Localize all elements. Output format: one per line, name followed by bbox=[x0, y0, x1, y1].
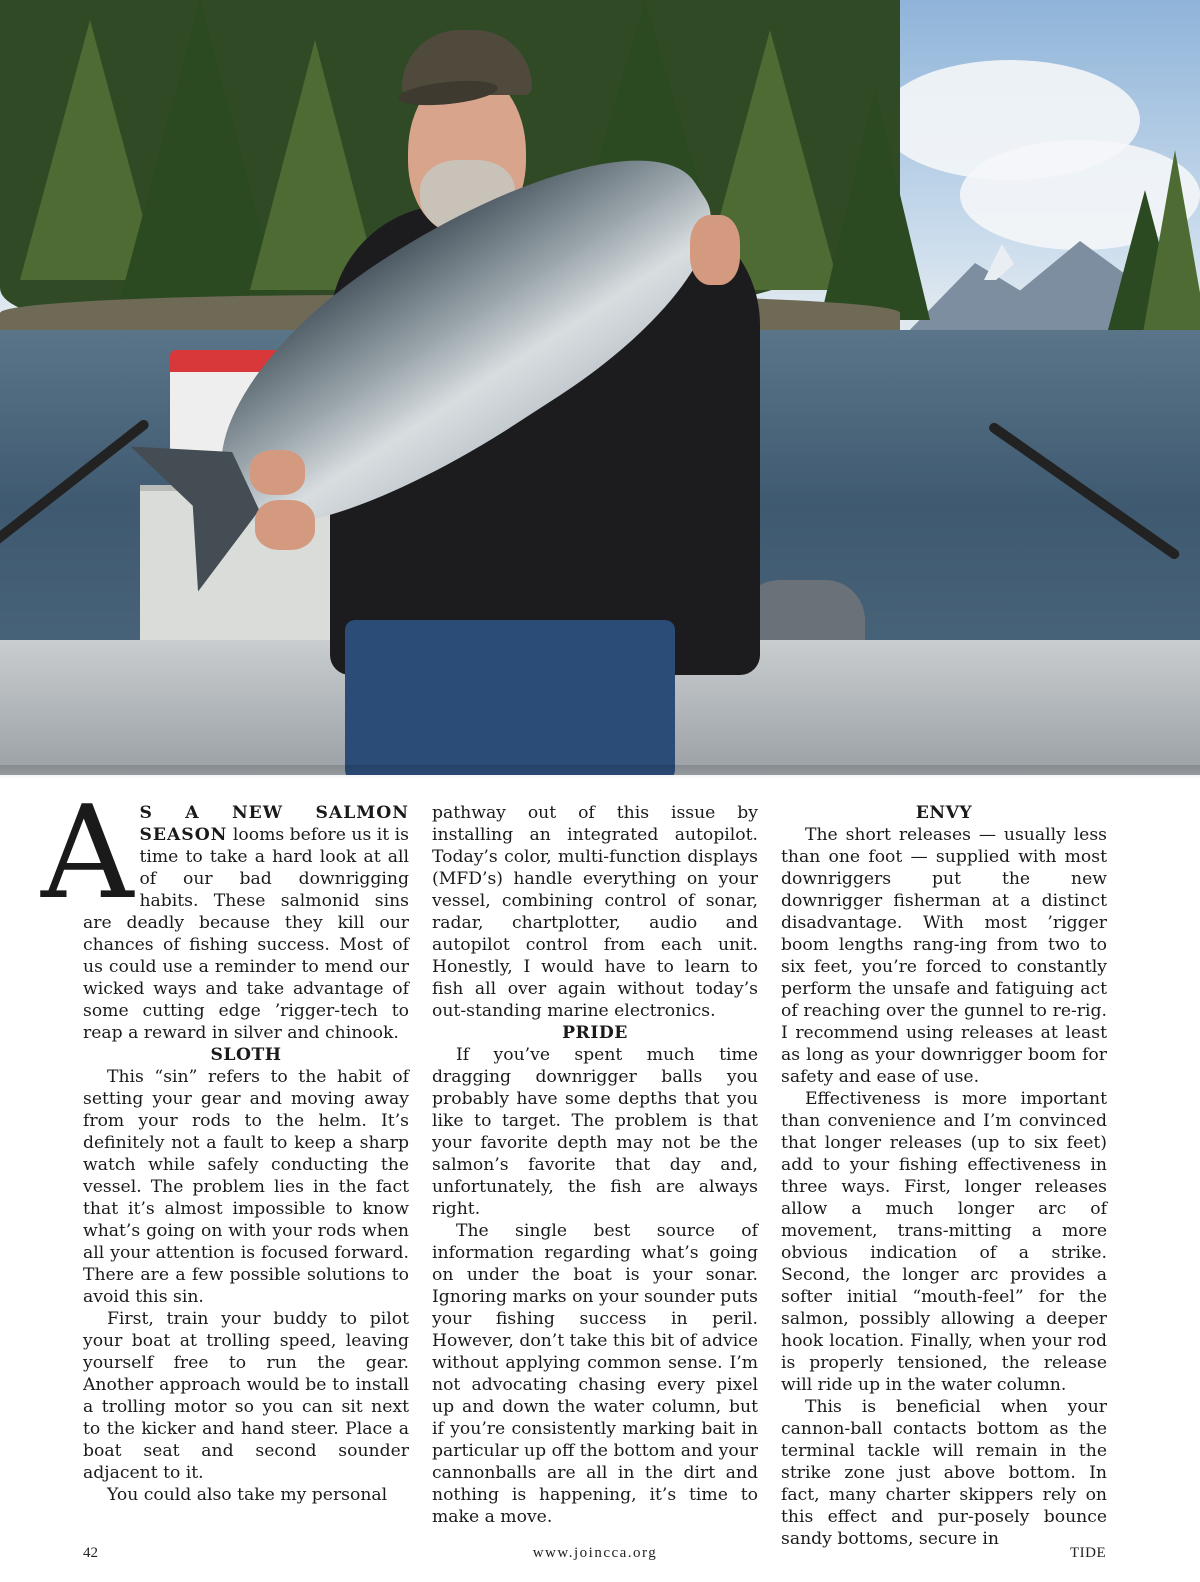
lead-paragraph bbox=[41, 779, 409, 1044]
sloth-paragraph-1: This “sin” refers to the habit of setting your gear and moving away from your rods to the helm. It’s definitely not a fault to keep a sharp watch while safely conducting the vessel. The problem lies in the fact that it’s almost impossible to know what’s going on with your rods when all your attention is focused forward. There are a few possible solutions to avoid this sin. bbox=[83, 1067, 409, 1307]
envy-paragraph-2: Effectiveness is more important than convenience and I’m convinced that longer releases (up to six feet) add to your fishing effectiveness in three ways. First, longer releases allow a much longer arc of movement, trans-mitting a more obvious indication of a strike. Second, the longer arc provides a softer initial “mouth-feel” for the salmon, possibly allowing a deeper hook location. Finally, when your rod is properly tensioned, the release will ride up in the water column. bbox=[781, 1089, 1107, 1395]
lead-caps: S A NEW SALMON SEASON bbox=[139, 803, 409, 845]
lead-text: looms before us it is time to take a hard look at all of our bad downrigging habits. These salmonid sins are deadly because they kill our chances of fishing success. Most of us could use a reminder to mend our wicked ways and take advantage of some cutting edge ’rigger-tech to reap a reward in silver and chinook. bbox=[83, 825, 409, 1043]
envy-paragraph-3: This is beneficial when your cannon-ball contacts bottom as the terminal tackle will remain in the strike zone just above bottom. In fact, many charter skippers rely on this effect and pur-posely bounce sandy bottoms, secure in bbox=[781, 1397, 1107, 1549]
sloth-paragraph-3: You could also take my personal bbox=[107, 1485, 388, 1505]
angler-hand bbox=[255, 500, 315, 550]
article-column-2 bbox=[432, 802, 758, 1528]
article-column-3 bbox=[781, 802, 1107, 1550]
sloth-paragraph-3-continued: pathway out of this issue by installing an integrated autopilot. Today’s color, multi-function displays (MFD’s) handle everything on your vessel, combining control of sonar, radar, chartplotter, audio and autopilot control from each unit. Honestly, I would have to learn to fish all over again without today’s out-standing marine electronics. bbox=[432, 803, 758, 1021]
pride-paragraph-1: If you’ve spent much time dragging downrigger balls you probably have some depths that you like to target. The problem is that your favorite depth may not be the salmon’s favorite that day and, unfortunately, the fish are always right. bbox=[432, 1045, 758, 1219]
envy-paragraph-1: The short releases — usually less than one foot — supplied with most downriggers put the new downrigger fisherman at a distinct disadvantage. With most ’rigger boom lengths rang-ing from two to six feet, you’re forced to constantly perform the unsafe and fatiguing act of reaching over the gunnel to re-rig. I recommend using releases at least as long as your downrigger boom for safety and ease of use. bbox=[781, 825, 1107, 1087]
pride-paragraph-2: The single best source of information regarding what’s going on under the boat is your sonar. Ignoring marks on your sounder puts your fishing success in peril. However, don’t take this bit of advice without applying common sense. I’m not advocating chasing every pixel up and down the water column, but if you’re consistently marking bait in particular up off the bottom and your cannonballs are all in the dirt and nothing is happening, it’s time to make a move. bbox=[432, 1221, 758, 1527]
sloth-paragraph-2: First, train your buddy to pilot your boat at trolling speed, leaving yourself free to run the gear. Another approach would be to install a trolling motor so you can sit next to the kicker and hand steer. Place a boat seat and second sounder adjacent to it. bbox=[83, 1309, 409, 1483]
page-number: 42 bbox=[83, 1545, 98, 1561]
mountain-snow bbox=[930, 240, 1050, 280]
photo-edge-shadow bbox=[0, 765, 1200, 779]
salmon-photo bbox=[0, 0, 1200, 775]
drop-cap: A bbox=[41, 779, 134, 928]
angler-hand bbox=[690, 215, 740, 285]
footer-url[interactable]: www.joincca.org bbox=[532, 1545, 658, 1561]
magazine-name: TIDE bbox=[1070, 1545, 1107, 1561]
heading-envy: ENVY bbox=[915, 803, 973, 823]
heading-pride: PRIDE bbox=[562, 1023, 628, 1043]
heading-sloth: SLOTH bbox=[210, 1045, 282, 1065]
angler-hand bbox=[250, 450, 305, 495]
article-column-1 bbox=[41, 779, 409, 1506]
angler-jeans bbox=[345, 620, 675, 775]
